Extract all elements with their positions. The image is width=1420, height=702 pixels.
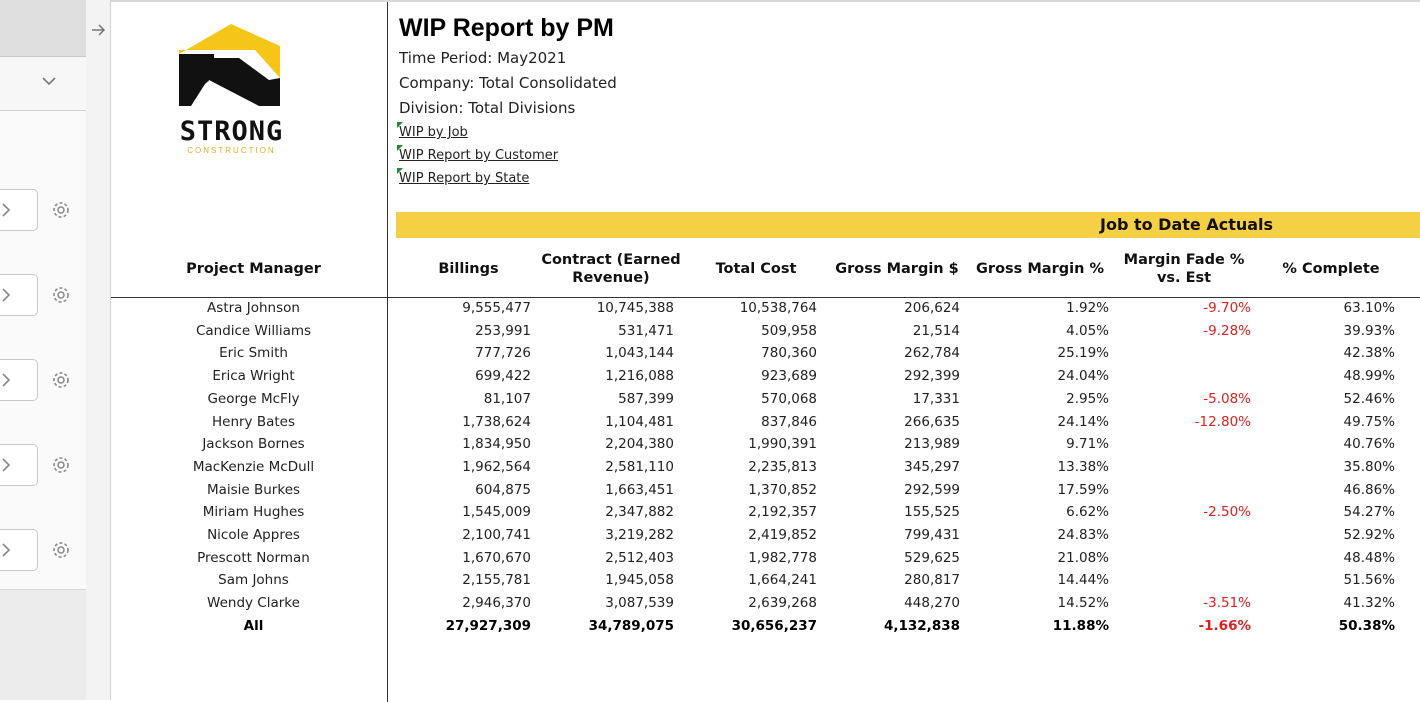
cell-percent-complete: 48.48% — [1343, 549, 1395, 566]
cell-project-manager: Nicole Appres — [207, 527, 300, 543]
cell-total-cost: 1,664,241 — [748, 572, 817, 589]
cell-gross-margin-pct: 14.52% — [1057, 595, 1109, 612]
table-row — [111, 323, 1420, 345]
col-header-complete: % Complete — [1282, 261, 1380, 277]
side-panel-header — [0, 0, 86, 57]
gear-icon[interactable] — [49, 283, 73, 307]
cell-percent-complete: 40.76% — [1343, 436, 1395, 453]
cell-billings: 1,834,950 — [462, 436, 531, 453]
company-logo — [139, 20, 324, 160]
cell-gross-margin-pct: 17.59% — [1057, 481, 1109, 498]
cell-gross-margin: 4,132,838 — [883, 617, 960, 634]
logo-subtext: CONSTRUCTION — [187, 146, 276, 155]
gear-icon[interactable] — [49, 368, 73, 392]
cell-project-manager: Astra Johnson — [207, 300, 300, 316]
cell-project-manager: Candice Williams — [195, 322, 312, 339]
cell-billings: 9,555,477 — [462, 300, 531, 316]
cell-contract: 1,663,451 — [605, 481, 674, 498]
col-header-margin-fade: Margin Fade % vs. Est — [1123, 252, 1245, 286]
arrow-right-icon[interactable] — [90, 22, 106, 38]
cell-billings: 2,100,741 — [462, 527, 531, 543]
cell-contract: 1,104,481 — [605, 413, 674, 430]
table-row — [111, 391, 1420, 413]
chevron-down-icon[interactable] — [41, 75, 57, 87]
cell-total-cost: 1,990,391 — [748, 436, 817, 453]
next-button[interactable] — [0, 359, 38, 401]
cell-billings: 1,670,670 — [462, 549, 531, 566]
cell-gross-margin: 262,784 — [904, 345, 960, 362]
cell-percent-complete: 63.10% — [1343, 300, 1395, 316]
side-row — [0, 529, 86, 571]
link-wip-by-state[interactable]: WIP Report by State — [399, 171, 530, 186]
side-row — [0, 359, 86, 401]
cell-percent-complete: 41.32% — [1343, 595, 1395, 612]
chevron-right-icon — [1, 287, 11, 303]
cell-contract: 34,789,075 — [588, 617, 674, 634]
cell-percent-complete: 46.86% — [1343, 481, 1395, 498]
table-row — [111, 595, 1420, 617]
cell-billings: 2,155,781 — [462, 572, 531, 589]
table-row — [111, 300, 1420, 322]
cell-margin-fade: -5.08% — [1203, 390, 1251, 407]
table-row — [111, 572, 1420, 594]
cell-percent-complete: 50.38% — [1338, 617, 1395, 634]
side-list — [0, 111, 86, 590]
cell-billings: 2,946,370 — [462, 595, 531, 612]
cell-project-manager: Sam Johns — [218, 572, 289, 589]
cell-contract: 1,945,058 — [605, 572, 674, 589]
cell-percent-complete: 52.92% — [1343, 527, 1395, 543]
next-button[interactable] — [0, 444, 38, 486]
cell-total-cost: 509,958 — [761, 322, 817, 339]
cell-gross-margin-pct: 14.44% — [1057, 572, 1109, 589]
cell-gross-margin-pct: 24.14% — [1057, 413, 1109, 430]
cell-percent-complete: 51.56% — [1343, 572, 1395, 589]
cell-contract: 1,216,088 — [605, 368, 674, 385]
col-header-gm-dollar: Gross Margin $ — [835, 261, 959, 277]
cell-billings: 1,738,624 — [462, 413, 531, 430]
logo-text: STRONG — [179, 116, 284, 147]
col-header-billings: Billings — [438, 261, 499, 277]
table-total-row — [111, 618, 1420, 640]
cell-project-manager: George McFly — [207, 390, 300, 407]
cell-gross-margin: 17,331 — [912, 390, 960, 407]
cell-contract: 2,581,110 — [605, 458, 674, 475]
cell-margin-fade: -9.28% — [1203, 322, 1251, 339]
cell-total-cost: 2,419,852 — [748, 527, 817, 543]
cell-project-manager: MacKenzie McDull — [192, 458, 315, 475]
cell-project-manager: Erica Wright — [212, 368, 295, 385]
cell-contract: 2,347,882 — [605, 504, 674, 521]
chevron-right-icon — [1, 457, 11, 473]
col-header-pm: Project Manager — [186, 261, 321, 277]
cell-gross-margin: 345,297 — [904, 458, 960, 475]
chevron-right-icon — [1, 202, 11, 218]
cell-project-manager: Jackson Bornes — [202, 436, 305, 453]
side-row — [0, 274, 86, 316]
cell-gross-margin: 448,270 — [904, 595, 960, 612]
gear-icon[interactable] — [49, 538, 73, 562]
panel-toggle-strip — [86, 0, 111, 700]
company-filter: Company: Total Consolidated — [399, 74, 617, 92]
cell-total-cost: 30,656,237 — [731, 617, 817, 634]
cell-margin-fade: -1.66% — [1198, 617, 1251, 634]
cell-gross-margin-pct: 4.05% — [1066, 322, 1109, 339]
col-header-total-cost: Total Cost — [715, 261, 797, 277]
cell-gross-margin: 799,431 — [904, 527, 960, 543]
cell-contract: 3,219,282 — [605, 527, 674, 543]
cell-contract: 1,043,144 — [605, 345, 674, 362]
cell-billings: 253,991 — [475, 322, 531, 339]
gear-icon[interactable] — [49, 198, 73, 222]
time-period: Time Period: May2021 — [399, 49, 567, 67]
cell-gross-margin-pct: 2.95% — [1066, 390, 1109, 407]
side-dropdown[interactable] — [0, 57, 86, 111]
cell-total-cost: 780,360 — [761, 345, 817, 362]
cell-project-manager: Wendy Clarke — [207, 595, 300, 612]
header-divider — [111, 297, 1420, 298]
cell-billings: 27,927,309 — [445, 617, 531, 634]
cell-percent-complete: 42.38% — [1343, 345, 1395, 362]
next-button[interactable] — [0, 529, 38, 571]
cell-billings: 699,422 — [475, 368, 531, 385]
table-row — [111, 414, 1420, 436]
table-row — [111, 504, 1420, 526]
cell-project-manager: Eric Smith — [219, 345, 288, 362]
chevron-right-icon — [1, 372, 11, 388]
cell-margin-fade: -12.80% — [1194, 413, 1251, 430]
cell-project-manager: Henry Bates — [211, 413, 295, 430]
cell-gross-margin-pct: 24.04% — [1057, 368, 1109, 385]
table-row — [111, 527, 1420, 549]
cell-gross-margin: 292,399 — [904, 368, 960, 385]
cell-margin-fade: -9.70% — [1203, 300, 1251, 316]
cell-contract: 2,204,380 — [605, 436, 674, 453]
cell-margin-fade: -2.50% — [1203, 504, 1251, 521]
cell-total-cost: 1,982,778 — [748, 549, 817, 566]
division-filter: Division: Total Divisions — [399, 99, 576, 117]
cell-total-cost: 2,235,813 — [748, 458, 817, 475]
logo-mark-icon — [139, 20, 324, 116]
next-button[interactable] — [0, 274, 38, 316]
table-row — [111, 345, 1420, 367]
side-row — [0, 444, 86, 486]
cell-gross-margin: 155,525 — [904, 504, 960, 521]
table-row — [111, 459, 1420, 481]
table-row — [111, 368, 1420, 390]
cell-gross-margin-pct: 21.08% — [1057, 549, 1109, 566]
cell-percent-complete: 35.80% — [1343, 458, 1395, 475]
col-header-contract: Contract (Earned Revenue) — [541, 252, 681, 286]
cell-gross-margin: 213,989 — [904, 436, 960, 453]
cell-total-cost: 10,538,764 — [739, 300, 817, 316]
cell-gross-margin: 266,635 — [904, 413, 960, 430]
side-panel — [0, 0, 87, 700]
table-row — [111, 482, 1420, 504]
cell-percent-complete: 39.93% — [1343, 322, 1395, 339]
cell-gross-margin-pct: 13.38% — [1057, 458, 1109, 475]
cell-contract: 2,512,403 — [605, 549, 674, 566]
cell-total-cost: 2,639,268 — [748, 595, 817, 612]
cell-contract: 587,399 — [618, 390, 674, 407]
band-label: Job to Date Actuals — [1100, 215, 1274, 234]
cell-contract: 531,471 — [618, 322, 674, 339]
cell-percent-complete: 52.46% — [1343, 390, 1395, 407]
cell-project-manager: Prescott Norman — [197, 549, 310, 566]
cell-total-cost: 570,068 — [761, 390, 817, 407]
cell-percent-complete: 54.27% — [1343, 504, 1395, 521]
cell-percent-complete: 48.99% — [1343, 368, 1395, 385]
cell-gross-margin: 206,624 — [904, 300, 960, 316]
next-button[interactable] — [0, 189, 38, 231]
cell-gross-margin: 21,514 — [912, 322, 960, 339]
cell-billings: 777,726 — [475, 345, 531, 362]
cell-gross-margin: 529,625 — [904, 549, 960, 566]
cell-gross-margin-pct: 1.92% — [1066, 300, 1109, 316]
link-wip-by-job[interactable]: WIP by Job — [399, 125, 468, 140]
cell-project-manager: All — [243, 617, 264, 634]
cell-gross-margin-pct: 25.19% — [1057, 345, 1109, 362]
cell-gross-margin-pct: 11.88% — [1052, 617, 1109, 634]
col-header-gm-pct: Gross Margin % — [976, 261, 1104, 277]
cell-gross-margin: 292,599 — [904, 481, 960, 498]
table-row — [111, 550, 1420, 572]
cell-project-manager: Maisie Burkes — [206, 481, 301, 498]
cell-contract: 3,087,539 — [605, 595, 674, 612]
cell-gross-margin-pct: 9.71% — [1066, 436, 1109, 453]
cell-margin-fade: -3.51% — [1203, 595, 1251, 612]
cell-gross-margin: 280,817 — [904, 572, 960, 589]
cell-total-cost: 1,370,852 — [748, 481, 817, 498]
report-area — [111, 0, 1420, 702]
table-row — [111, 436, 1420, 458]
cell-contract: 10,745,388 — [596, 300, 674, 316]
cell-billings: 81,107 — [483, 390, 531, 407]
cell-gross-margin-pct: 24.83% — [1057, 527, 1109, 543]
cell-total-cost: 837,846 — [761, 413, 817, 430]
cell-billings: 1,962,564 — [462, 458, 531, 475]
cell-total-cost: 923,689 — [761, 368, 817, 385]
cell-project-manager: Miriam Hughes — [202, 504, 305, 521]
cell-percent-complete: 49.75% — [1343, 413, 1395, 430]
page-title: WIP Report by PM — [399, 14, 614, 42]
cell-total-cost: 2,192,357 — [748, 504, 817, 521]
chevron-right-icon — [1, 542, 11, 558]
cell-gross-margin-pct: 6.62% — [1066, 504, 1109, 521]
link-wip-by-customer[interactable]: WIP Report by Customer — [399, 148, 559, 163]
cell-billings: 1,545,009 — [462, 504, 531, 521]
section-band — [396, 212, 1420, 238]
side-row — [0, 189, 86, 231]
gear-icon[interactable] — [49, 453, 73, 477]
cell-billings: 604,875 — [475, 481, 531, 498]
